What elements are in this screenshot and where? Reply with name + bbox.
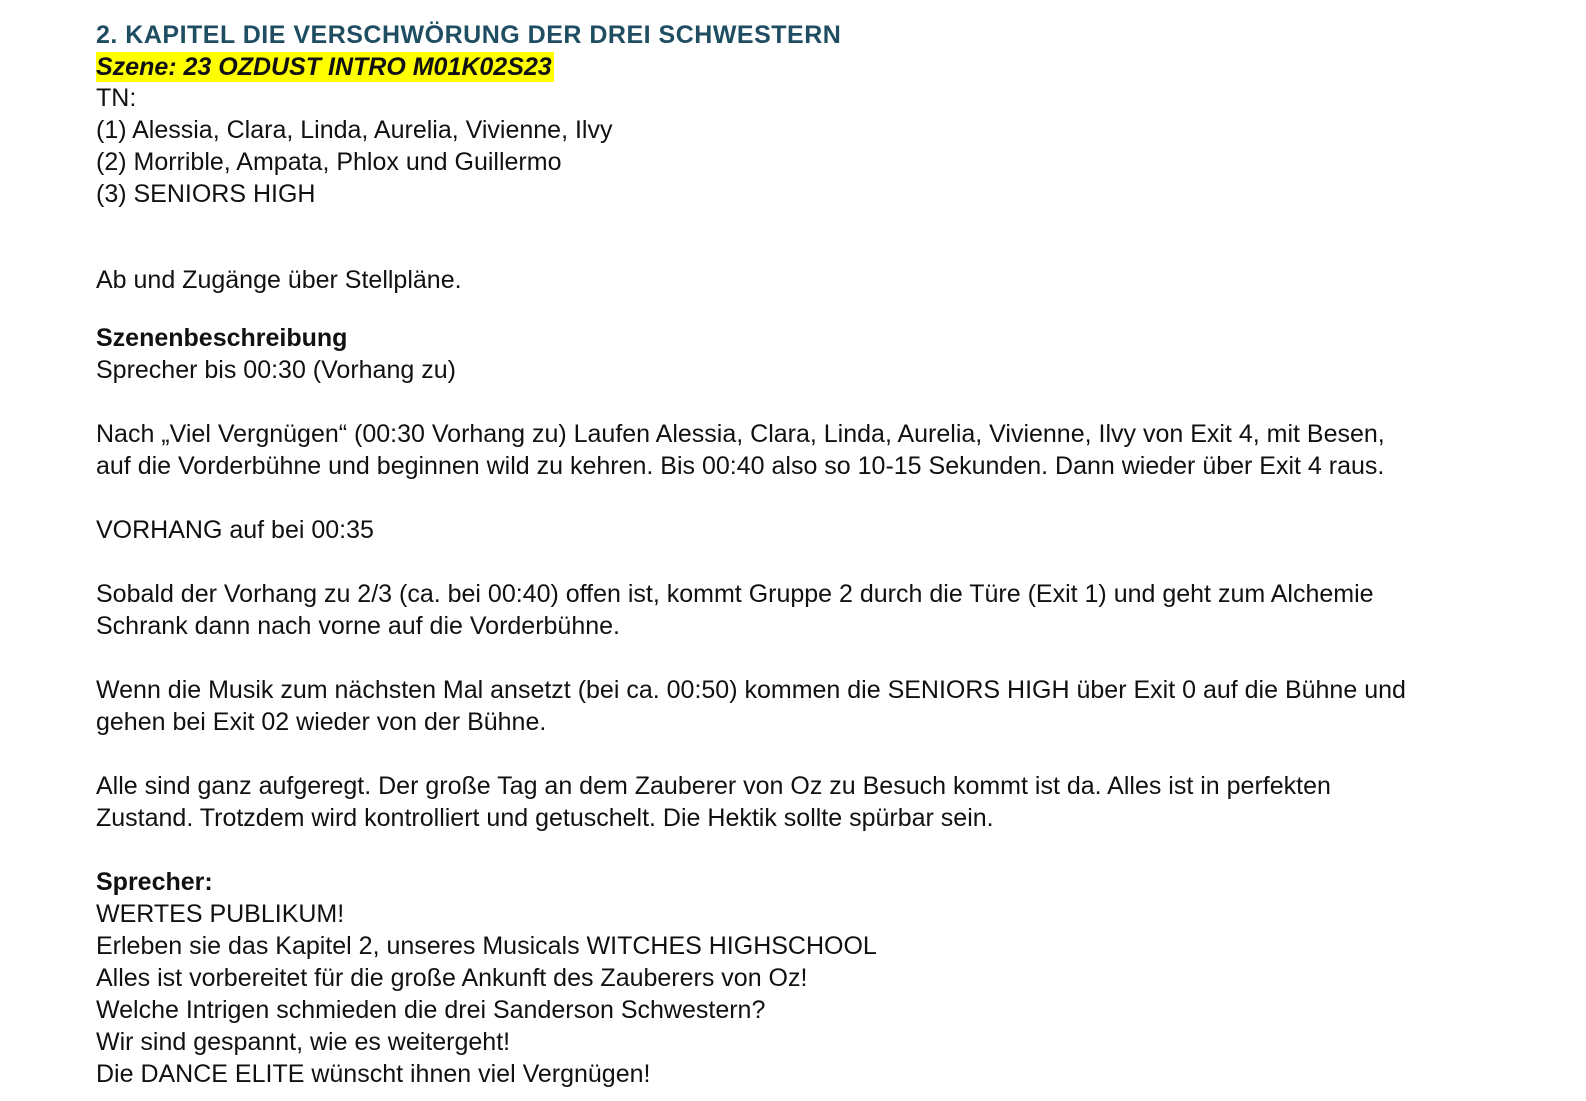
speaker-section [96, 866, 1566, 1090]
spacer [96, 546, 1566, 578]
description-paragraph-2 [96, 514, 1566, 546]
spacer [96, 642, 1566, 674]
speaker-line: Die DANCE ELITE wünscht ihnen viel Vergnügen! [96, 1060, 651, 1088]
description-paragraph-1 [96, 418, 1566, 482]
paragraph-line: Sobald der Vorhang zu 2/3 (ca. bei 00:40) offen ist, kommt Gruppe 2 durch die Türe (Exit 1) und geht zum Alchemie [96, 580, 1374, 608]
paragraph-line: gehen bei Exit 02 wieder von der Bühne. [96, 708, 547, 736]
scene-description-heading: Szenenbeschreibung [96, 324, 348, 352]
speaker-line: Erleben sie das Kapitel 2, unseres Musicals WITCHES HIGHSCHOOL [96, 932, 877, 960]
scene-label-row [96, 52, 1566, 82]
paragraph-line: auf die Vorderbühne und beginnen wild zu kehren. Bis 00:40 also so 10-15 Sekunden. Dann wieder über Exit 4 raus. [96, 452, 1385, 480]
speaker-line: Welche Intrigen schmieden die drei Sanderson Schwestern? [96, 996, 766, 1024]
scene-label: Szene: 23 OZDUST INTRO M01K02S23 [96, 53, 552, 81]
chapter-title: 2. KAPITEL DIE VERSCHWÖRUNG DER DREI SCHWESTERN [96, 21, 842, 49]
description-paragraph-4 [96, 674, 1566, 738]
paragraph-line: Nach „Viel Vergnügen“ (00:30 Vorhang zu) Laufen Alessia, Clara, Linda, Aurelia, Vivienne, Ilvy von Exit 4, mit Besen, [96, 420, 1385, 448]
participant-group-1: (1) Alessia, Clara, Linda, Aurelia, Vivienne, Ilvy [96, 116, 613, 144]
participants-label: TN: [96, 84, 137, 112]
speaker-line: Alles ist vorbereitet für die große Ankunft des Zauberers von Oz! [96, 964, 808, 992]
spacer [96, 386, 1566, 418]
speaker-heading: Sprecher: [96, 868, 213, 896]
speaker-line: Wir sind gespannt, wie es weitergeht! [96, 1028, 511, 1056]
participants-block [96, 82, 1566, 210]
spacer [96, 834, 1566, 866]
spacer [96, 296, 1566, 322]
paragraph-line: Schrank dann nach vorne auf die Vorderbühne. [96, 612, 620, 640]
paragraph-line: Zustand. Trotzdem wird kontrolliert und getuschelt. Die Hektik sollte spürbar sein. [96, 804, 994, 832]
speaker-line: WERTES PUBLIKUM! [96, 900, 345, 928]
access-note: Ab und Zugänge über Stellpläne. [96, 266, 462, 294]
document-page [96, 18, 1566, 1090]
spacer [96, 482, 1566, 514]
paragraph-line: VORHANG auf bei 00:35 [96, 516, 374, 544]
scene-description [96, 322, 1566, 834]
speaker-timing: Sprecher bis 00:30 (Vorhang zu) [96, 356, 456, 384]
description-paragraph-3 [96, 578, 1566, 642]
participant-group-3: (3) SENIORS HIGH [96, 180, 316, 208]
description-paragraph-5 [96, 770, 1566, 834]
spacer [96, 210, 1566, 264]
spacer [96, 738, 1566, 770]
paragraph-line: Alle sind ganz aufgeregt. Der große Tag an dem Zauberer von Oz zu Besuch kommt ist da. Alles ist in perfekten [96, 772, 1331, 800]
participant-group-2: (2) Morrible, Ampata, Phlox und Guillermo [96, 148, 562, 176]
paragraph-line: Wenn die Musik zum nächsten Mal ansetzt (bei ca. 00:50) kommen die SENIORS HIGH über Exit 0 auf die Bühne und [96, 676, 1406, 704]
